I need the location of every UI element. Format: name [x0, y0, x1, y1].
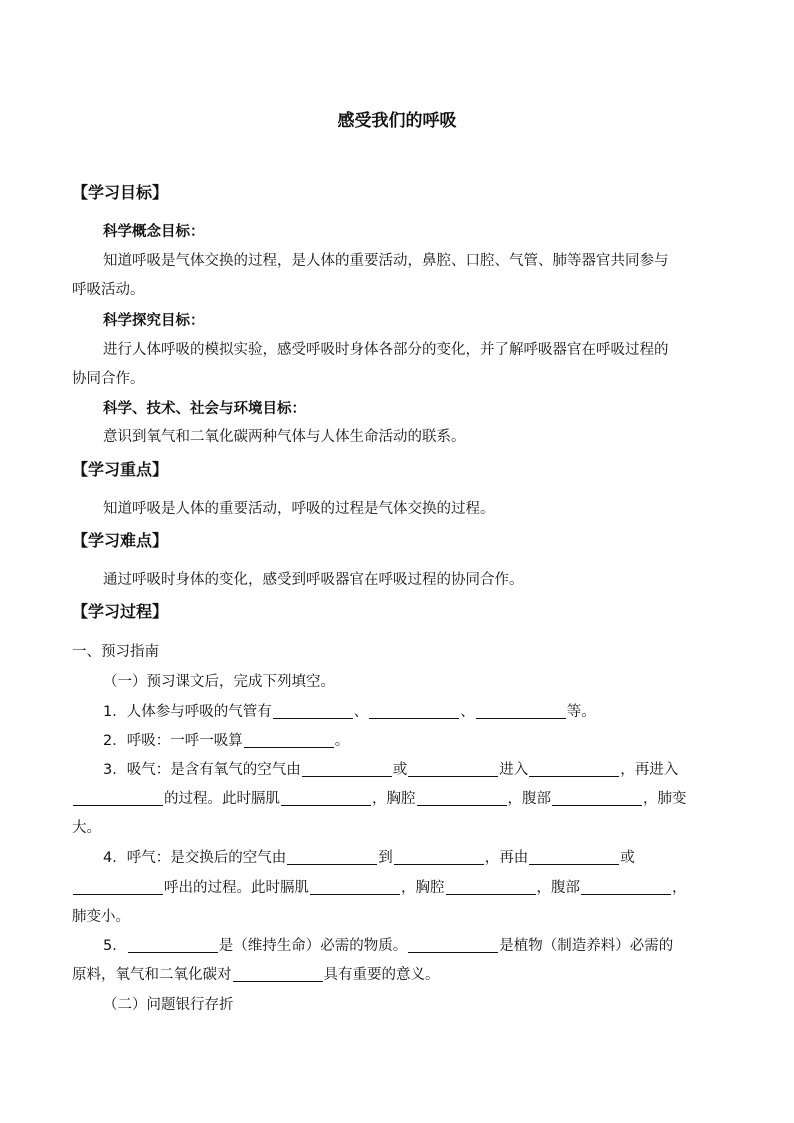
q3-then: ，再进入 — [620, 762, 679, 778]
q5-blank-1[interactable] — [128, 938, 218, 953]
q5-text-c: 是植物（制造养料）必需的 — [499, 938, 674, 954]
q1-blank-2[interactable] — [369, 704, 459, 719]
question-1 — [103, 700, 596, 721]
q4-to: 到 — [378, 850, 393, 866]
question-4-line2 — [72, 876, 687, 897]
sts-goal-heading: 科学、技术、社会与环境目标： — [103, 401, 306, 417]
q3-in: 进入 — [499, 762, 529, 778]
section-goals: 【学习目标】 — [72, 183, 169, 202]
page-title: 感受我们的呼吸 — [337, 111, 457, 131]
section-process: 【学习过程】 — [72, 602, 169, 621]
q1-text: 1．人体参与呼吸的气管有 — [103, 704, 272, 720]
q3-text-b3: ，腹部 — [507, 791, 551, 807]
q3-blank-7[interactable] — [552, 791, 642, 806]
q1-sep: 、 — [353, 704, 369, 720]
q4-text-b1: 呼出的过程。此时膈肌 — [164, 880, 309, 896]
sts-goal-line1: 意识到氧气和二氧化碳两种气体与人体生命活动的联系。 — [103, 429, 466, 445]
q3-text: 3．吸气：是含有氧气的空气由 — [103, 762, 301, 778]
difficulty-text: 通过呼吸时身体的变化，感受到呼吸器官在呼吸过程的协同合作。 — [103, 572, 524, 588]
q1-blank-3[interactable] — [476, 704, 566, 719]
question-2 — [103, 729, 349, 750]
sub2-heading: （二）问题银行存折 — [103, 997, 234, 1013]
inquiry-goal-line2: 协同合作。 — [72, 371, 145, 387]
q5-number: 5． — [103, 938, 127, 954]
q4-text-b2: ，胸腔 — [401, 880, 445, 896]
q3-text-b2: ，胸腔 — [372, 791, 416, 807]
q4-text-b4: ， — [672, 880, 687, 896]
question-5-line1 — [103, 934, 673, 955]
q5-text-e: 具有重要的意义。 — [323, 967, 440, 983]
question-3-line2 — [72, 787, 687, 808]
inquiry-goal-heading: 科学探究目标： — [103, 313, 205, 329]
focus-text: 知道呼吸是人体的重要活动，呼吸的过程是气体交换的过程。 — [103, 501, 495, 517]
q2-text: 2．呼吸：一呼一吸算 — [103, 733, 243, 749]
q3-blank-2[interactable] — [408, 762, 498, 777]
question-5-line2 — [72, 963, 440, 984]
q3-blank-3[interactable] — [529, 762, 619, 777]
q4-blank-7[interactable] — [581, 880, 671, 895]
q3-or: 或 — [392, 762, 408, 778]
q4-blank-1[interactable] — [287, 850, 377, 865]
q4-blank-2[interactable] — [394, 850, 484, 865]
q5-text-b: 是（维持生命）必需的物质。 — [218, 938, 408, 954]
q3-text-b4: ，肺变 — [643, 791, 687, 807]
q1-end: 等。 — [566, 704, 596, 720]
part1-heading: 一、预习指南 — [72, 644, 159, 660]
inquiry-goal-line1: 进行人体呼吸的模拟实验，感受呼吸时身体各部分的变化，并了解呼吸器官在呼吸过程的 — [103, 342, 669, 358]
concept-goal-heading: 科学概念目标： — [103, 224, 205, 240]
q3-blank-4[interactable] — [73, 791, 163, 806]
question-3-line1 — [103, 758, 678, 779]
q3-blank-1[interactable] — [302, 762, 392, 777]
concept-goal-line2: 呼吸活动。 — [72, 282, 145, 298]
sub1-heading: （一）预习课文后，完成下列填空。 — [103, 674, 335, 690]
q4-then: ，再由 — [484, 850, 529, 866]
q2-blank[interactable] — [244, 733, 334, 748]
q5-blank-3[interactable] — [233, 967, 323, 982]
q3-text-b1: 的过程。此时膈肌 — [164, 791, 280, 807]
q4-or: 或 — [620, 850, 635, 866]
q4-blank-6[interactable] — [446, 880, 536, 895]
q1-sep: 、 — [460, 704, 475, 720]
q4-text-b3: ，腹部 — [536, 880, 580, 896]
question-4-line3: 肺变小。 — [72, 909, 130, 925]
question-3-line3: 大。 — [72, 820, 101, 836]
section-focus: 【学习重点】 — [72, 460, 169, 479]
q5-text-d: 原料，氧气和二氧化碳对 — [72, 967, 232, 983]
concept-goal-line1: 知道呼吸是气体交换的过程，是人体的重要活动，鼻腔、口腔、气管、肺等器官共同参与 — [103, 253, 669, 269]
q4-blank-5[interactable] — [310, 880, 400, 895]
q1-blank-1[interactable] — [273, 704, 353, 719]
q2-end: 。 — [334, 733, 350, 749]
q4-blank-4[interactable] — [73, 880, 163, 895]
section-difficulty: 【学习难点】 — [72, 531, 169, 550]
q5-blank-2[interactable] — [408, 938, 498, 953]
q3-blank-6[interactable] — [417, 791, 507, 806]
q4-text: 4．呼气：是交换后的空气由 — [103, 850, 287, 866]
q3-blank-5[interactable] — [281, 791, 371, 806]
question-4-line1 — [103, 846, 635, 867]
q4-blank-3[interactable] — [529, 850, 619, 865]
